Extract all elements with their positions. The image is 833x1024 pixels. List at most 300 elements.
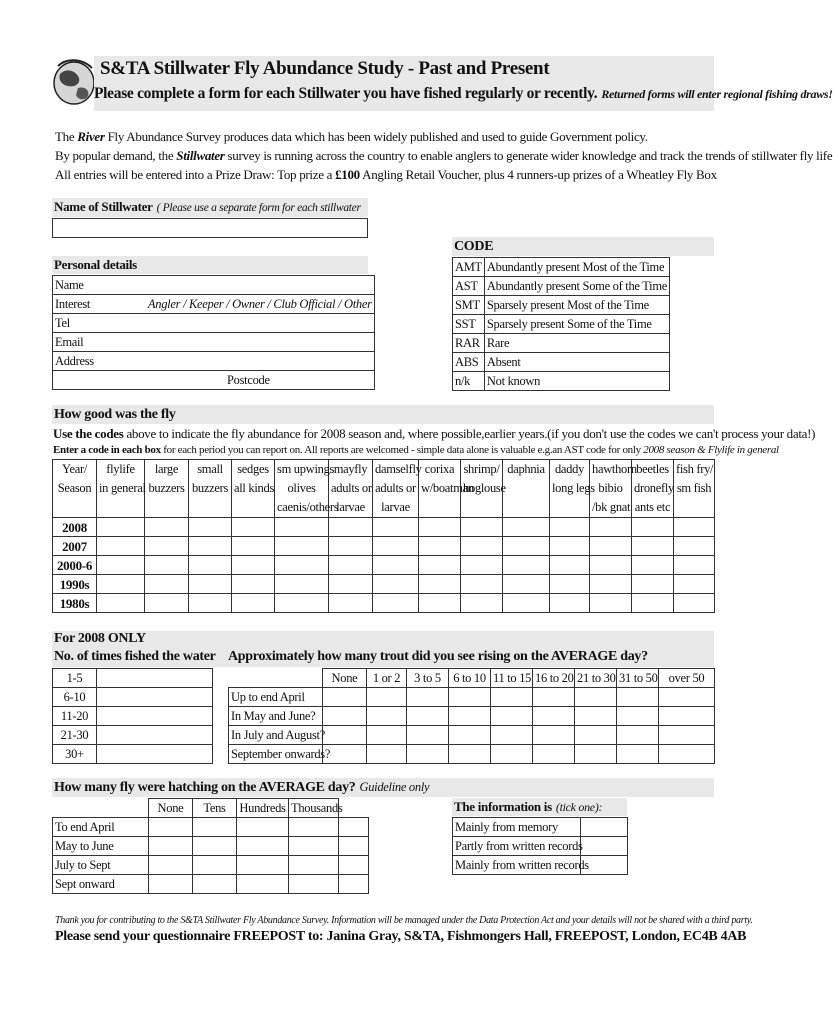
hatch-cell[interactable]: [339, 818, 369, 837]
code-desc: Not known: [484, 372, 669, 391]
code-desc: Absent: [484, 353, 669, 372]
hatch-column-header: None: [149, 799, 193, 818]
trout-cell[interactable]: [367, 726, 407, 745]
fly-code-cell[interactable]: [145, 575, 189, 594]
hatch-cell[interactable]: [289, 875, 339, 894]
trout-cell[interactable]: [575, 726, 617, 745]
fly-code-cell[interactable]: [145, 518, 189, 537]
hatch-cell[interactable]: [193, 837, 237, 856]
globe-logo-icon: [52, 58, 96, 106]
fly-code-cell[interactable]: [674, 537, 715, 556]
trout-cell[interactable]: [491, 726, 533, 745]
hatch-cell[interactable]: [237, 837, 289, 856]
fly-code-cell[interactable]: [590, 575, 632, 594]
fly-column-header-line: larvae: [336, 500, 365, 514]
fly-code-cell[interactable]: [632, 556, 674, 575]
info-option-label: Mainly from memory: [453, 818, 581, 837]
fly-column-header: [419, 460, 474, 518]
trout-cell[interactable]: [491, 745, 533, 764]
hatch-cell[interactable]: [237, 856, 289, 875]
hatch-cell[interactable]: [193, 856, 237, 875]
trout-cell[interactable]: [575, 688, 617, 707]
fly-code-cell[interactable]: [329, 594, 373, 613]
trout-column-header: 31 to 50: [617, 669, 659, 688]
times-fished-label: No. of times fished the water: [54, 649, 216, 664]
code-desc: Abundantly present Some of the Time: [484, 277, 669, 296]
code-abbr: SMT: [453, 296, 485, 315]
trout-column-header: 3 to 5: [407, 669, 449, 688]
fly-column-header-line: mayfly: [333, 462, 368, 476]
postcode-field[interactable]: [53, 371, 375, 390]
hatch-row: [53, 875, 369, 894]
times-label: 21-30: [53, 726, 97, 745]
code-row: [453, 277, 670, 296]
fly-code-cell[interactable]: [232, 556, 275, 575]
fly-column-header: [97, 460, 145, 518]
fly-code-cell[interactable]: [232, 518, 275, 537]
trout-row-label: In May and June?: [229, 707, 323, 726]
fly-code-cell[interactable]: [503, 518, 550, 537]
hatch-column-header: Thousands: [289, 799, 339, 818]
fly-code-cell[interactable]: [461, 556, 503, 575]
page-title: S&TA Stillwater Fly Abundance Study - Past and Present: [100, 58, 550, 79]
page-subtitle: Please complete a form for each Stillwater you have fished regularly or recently.: [94, 85, 598, 102]
fly-code-cell[interactable]: [419, 556, 461, 575]
times-fished-table: [52, 668, 213, 764]
fly-code-cell[interactable]: [275, 518, 329, 537]
fly-code-cell[interactable]: [461, 537, 503, 556]
trout-cell[interactable]: [659, 688, 715, 707]
hatch-cell[interactable]: [289, 818, 339, 837]
times-checkbox[interactable]: [97, 745, 213, 764]
fly-code-cell[interactable]: [329, 518, 373, 537]
intro-text: The: [55, 129, 75, 144]
times-label: 11-20: [53, 707, 97, 726]
fly-column-header-line: adults or: [331, 481, 372, 495]
hatch-cell[interactable]: [149, 875, 193, 894]
fly-column-header-line: /bk gnat: [592, 500, 631, 514]
fly-column-header: [145, 460, 189, 518]
hatch-cell[interactable]: [289, 856, 339, 875]
fly-column-header-line: all kinds: [234, 481, 275, 495]
hatch-cell[interactable]: [237, 875, 289, 894]
code-abbr: AST: [453, 277, 485, 296]
fly-column-header: [632, 460, 674, 518]
times-row: [53, 669, 213, 688]
trout-header-row: [229, 669, 715, 688]
fly-column-header-line: buzzers: [191, 481, 229, 495]
use-codes-text: above to indicate the fly abundance for 2008 season and, where possible,earlier years.(if you don't use the codes we can't process your data!): [126, 426, 816, 441]
personal-heading: Personal details: [52, 256, 368, 274]
times-checkbox[interactable]: [97, 669, 213, 688]
fly-code-cell[interactable]: [674, 594, 715, 613]
hatch-corner: [53, 799, 149, 818]
trout-column-header: 6 to 10: [449, 669, 491, 688]
fly-code-cell[interactable]: [373, 518, 419, 537]
send-address: Please send your questionnaire FREEPOST to: Janina Gray, S&TA, Fishmongers Hall, FREEPOST, London, EC4B 4AB: [55, 929, 747, 944]
info-row: [453, 837, 628, 856]
fly-code-cell[interactable]: [189, 575, 232, 594]
trout-row-label: September onwards?: [229, 745, 323, 764]
info-row: [453, 818, 628, 837]
enter-code-bold: Enter a code in each box: [53, 444, 161, 456]
fly-column-header-line: corixa: [424, 462, 455, 476]
trout-row: [229, 745, 715, 764]
fly-code-cell[interactable]: [97, 556, 145, 575]
trout-column-header: 21 to 30: [575, 669, 617, 688]
flygood-heading: How good was the fly: [52, 405, 714, 424]
fly-code-cell[interactable]: [97, 537, 145, 556]
times-checkbox[interactable]: [97, 707, 213, 726]
code-row: [453, 315, 670, 334]
trout-cell[interactable]: [491, 707, 533, 726]
fly-code-cell[interactable]: [329, 537, 373, 556]
hatch-cell[interactable]: [193, 875, 237, 894]
fly-column-header-line: [147, 498, 186, 517]
code-row: [453, 334, 670, 353]
trout-cell[interactable]: [533, 745, 575, 764]
trout-cell[interactable]: [323, 688, 367, 707]
fly-column-header: [275, 460, 339, 518]
fly-column-header-line: dronefly: [634, 481, 674, 495]
times-row: [53, 726, 213, 745]
trout-cell[interactable]: [659, 707, 715, 726]
fly-code-cell[interactable]: [275, 556, 329, 575]
trout-rising-label: Approximately how many trout did you see rising on the AVERAGE day?: [228, 649, 648, 664]
trout-cell[interactable]: [617, 707, 659, 726]
hatch-cell[interactable]: [149, 837, 193, 856]
hatch-row-label: May to June: [53, 837, 149, 856]
info-heading: The information is: [454, 799, 552, 814]
intro-line-1: [55, 127, 648, 146]
trout-cell[interactable]: [617, 688, 659, 707]
fly-column-header-line: [191, 498, 229, 517]
code-desc: Rare: [484, 334, 669, 353]
hatch-cell[interactable]: [339, 837, 369, 856]
trout-cell[interactable]: [659, 726, 715, 745]
trout-cell[interactable]: [533, 688, 575, 707]
fly-code-cell[interactable]: [419, 594, 461, 613]
trout-rising-table: [228, 668, 715, 764]
intro-line-2: [55, 146, 832, 165]
fly-code-cell[interactable]: [373, 537, 419, 556]
trout-cell[interactable]: [407, 707, 449, 726]
year-label: 2007: [53, 537, 97, 556]
fly-column-header-line: hoglouse: [463, 481, 506, 495]
fly-code-cell[interactable]: [590, 518, 632, 537]
info-heading-bar: [452, 798, 627, 816]
trout-cell[interactable]: [367, 745, 407, 764]
trout-row: [229, 688, 715, 707]
trout-cell[interactable]: [449, 726, 491, 745]
hatch-cell[interactable]: [193, 818, 237, 837]
fly-code-cell[interactable]: [503, 556, 550, 575]
trout-cell[interactable]: [533, 726, 575, 745]
fly-code-cell[interactable]: [550, 594, 590, 613]
fly-column-header-line: caenis/others: [277, 500, 339, 514]
season2008-heading: For 2008 ONLY: [54, 631, 146, 646]
personal-table: [52, 275, 375, 390]
fly-column-header-line: in general: [99, 481, 146, 495]
info-tick-box[interactable]: [581, 818, 628, 837]
code-desc: Sparsely present Some of the Time: [484, 315, 669, 334]
code-abbr: ABS: [453, 353, 485, 372]
fly-column-header: [590, 460, 637, 518]
hatch-cell[interactable]: [289, 837, 339, 856]
postcode-label: Postcode: [227, 372, 270, 387]
address-field[interactable]: [53, 352, 375, 371]
code-abbr: SST: [453, 315, 485, 334]
fly-column-header-line: [234, 498, 272, 517]
fly-column-header-line: long legs: [552, 481, 595, 495]
hatch-cell[interactable]: [237, 818, 289, 837]
trout-cell[interactable]: [407, 688, 449, 707]
fly-code-cell[interactable]: [275, 537, 329, 556]
fly-code-cell[interactable]: [503, 594, 550, 613]
fly-code-cell[interactable]: [419, 575, 461, 594]
year-label: 2008: [53, 518, 97, 537]
fly-column-header: [373, 460, 422, 518]
year-row: [53, 556, 715, 575]
fly-code-cell[interactable]: [232, 537, 275, 556]
fly-column-header-line: flylife: [106, 462, 135, 476]
fly-code-cell[interactable]: [461, 575, 503, 594]
trout-column-header: 1 or 2: [367, 669, 407, 688]
fly-code-cell[interactable]: [145, 594, 189, 613]
interest-field[interactable]: [53, 295, 375, 314]
fly-code-cell[interactable]: [590, 537, 632, 556]
trout-row: [229, 707, 715, 726]
fly-code-cell[interactable]: [632, 537, 674, 556]
fly-code-cell[interactable]: [419, 537, 461, 556]
header-subtitle-row: [94, 85, 833, 103]
trout-cell[interactable]: [575, 707, 617, 726]
fly-code-cell[interactable]: [632, 518, 674, 537]
interest-label: Interest: [55, 296, 91, 311]
fly-code-cell[interactable]: [550, 575, 590, 594]
fly-column-header-line: [99, 498, 142, 517]
info-source-table: [452, 817, 628, 875]
intro-text: By popular demand, the: [55, 148, 174, 163]
tel-field[interactable]: [53, 314, 375, 333]
trout-cell[interactable]: [491, 688, 533, 707]
times-label: 6-10: [53, 688, 97, 707]
stillwater-name-input[interactable]: [52, 218, 368, 238]
hatch-cell[interactable]: [339, 875, 369, 894]
info-row: [453, 856, 628, 875]
fly-code-cell[interactable]: [590, 556, 632, 575]
fly-code-cell[interactable]: [550, 518, 590, 537]
trout-cell[interactable]: [367, 707, 407, 726]
fly-code-cell[interactable]: [674, 575, 715, 594]
trout-cell[interactable]: [533, 707, 575, 726]
fly-column-header-line: bibio: [598, 481, 623, 495]
hatch-row-label: Sept onward: [53, 875, 149, 894]
fly-code-cell[interactable]: [419, 518, 461, 537]
fly-column-header: [189, 460, 232, 518]
trout-cell[interactable]: [367, 688, 407, 707]
hatch-row-label: To end April: [53, 818, 149, 837]
fly-code-cell[interactable]: [329, 575, 373, 594]
fly-code-cell[interactable]: [275, 594, 329, 613]
code-table: [452, 257, 670, 391]
fly-column-header: [232, 460, 275, 518]
fly-code-cell[interactable]: [503, 537, 550, 556]
fly-column-header-line: small: [197, 462, 223, 476]
times-label: 1-5: [53, 669, 97, 688]
thanks-note: Thank you for contributing to the S&TA Stillwater Fly Abundance Survey. Information will be managed under the Data Protection Act and your details will not be shared with a third party.: [55, 915, 753, 926]
trout-cell[interactable]: [617, 745, 659, 764]
fly-code-cell[interactable]: [189, 537, 232, 556]
tel-label: Tel: [55, 315, 70, 330]
fly-code-cell[interactable]: [189, 594, 232, 613]
email-label: Email: [55, 334, 84, 349]
trout-column-header: 16 to 20: [533, 669, 575, 688]
fly-code-cell[interactable]: [461, 594, 503, 613]
fly-abundance-table: [52, 459, 715, 613]
fly-code-cell[interactable]: [97, 518, 145, 537]
hatching-table: [52, 798, 369, 894]
use-codes-line: [53, 424, 815, 443]
address-label: Address: [55, 353, 94, 368]
fly-column-header-line: larvae: [381, 500, 410, 514]
trout-column-header: over 50: [659, 669, 715, 688]
code-row: [453, 296, 670, 315]
times-checkbox[interactable]: [97, 688, 213, 707]
hatching-heading: How many fly were hatching on the AVERAGE day?: [54, 780, 356, 795]
intro-text: Angling Retail Voucher, plus 4 runners-up prizes of a Wheatley Fly Box: [362, 167, 717, 182]
name-label: Name: [55, 277, 84, 292]
fly-column-header-line: Season: [57, 481, 92, 495]
fly-code-cell[interactable]: [189, 556, 232, 575]
fly-code-cell[interactable]: [674, 518, 715, 537]
fly-code-cell[interactable]: [550, 556, 590, 575]
intro-text: All entries will be entered into a Prize Draw: Top prize a: [55, 167, 333, 182]
hatch-cell[interactable]: [339, 856, 369, 875]
fly-column-header-line: [676, 498, 712, 517]
intro-river: River: [77, 129, 105, 144]
name-field[interactable]: [53, 276, 375, 295]
intro-text: survey is running across the country to enable anglers to generate wider knowledge and track the trends of stillwater fly life: [227, 148, 833, 163]
fly-column-header-line: [463, 498, 500, 517]
fly-code-cell[interactable]: [550, 537, 590, 556]
year-row: [53, 518, 715, 537]
fly-code-cell[interactable]: [373, 575, 419, 594]
fly-code-cell[interactable]: [373, 594, 419, 613]
times-row: [53, 745, 213, 764]
subtitle-note: Returned forms will enter regional fishing draws!: [601, 87, 833, 101]
trout-cell[interactable]: [407, 726, 449, 745]
code-abbr: RAR: [453, 334, 485, 353]
fly-column-header-line: w/boatman: [421, 481, 474, 495]
hatch-row: [53, 856, 369, 875]
trout-cell[interactable]: [575, 745, 617, 764]
fly-code-cell[interactable]: [373, 556, 419, 575]
hatching-bar: [52, 778, 714, 797]
intro-prize: £100: [335, 167, 360, 182]
stillwater-note: ( Please use a separate form for each stillwater: [156, 202, 361, 214]
fly-code-cell[interactable]: [232, 594, 275, 613]
email-field[interactable]: [53, 333, 375, 352]
trout-row: [229, 726, 715, 745]
fly-code-cell[interactable]: [674, 556, 715, 575]
fly-column-header: [674, 460, 715, 518]
fly-code-cell[interactable]: [189, 518, 232, 537]
fly-column-header-line: [505, 479, 547, 498]
year-label: 1980s: [53, 594, 97, 613]
fly-column-header-line: shrimp/: [463, 462, 500, 476]
fly-column-header-line: adults or: [375, 481, 416, 495]
fly-column-header-line: fish fry/: [676, 462, 714, 476]
hatch-row: [53, 837, 369, 856]
code-desc: Abundantly present Most of the Time: [484, 258, 669, 277]
times-row: [53, 707, 213, 726]
info-tick-box[interactable]: [581, 837, 628, 856]
hatch-cell[interactable]: [149, 818, 193, 837]
hatch-column-header: Tens: [193, 799, 237, 818]
intro-stillwater: Stillwater: [176, 148, 225, 163]
fly-column-header-line: [421, 498, 458, 517]
trout-cell[interactable]: [407, 745, 449, 764]
trout-cell[interactable]: [323, 726, 367, 745]
header-banner: [94, 56, 833, 111]
fly-code-cell[interactable]: [503, 575, 550, 594]
fly-column-header: [503, 460, 550, 518]
fly-column-header-line: beetles: [636, 462, 669, 476]
trout-cell[interactable]: [449, 688, 491, 707]
trout-cell[interactable]: [449, 707, 491, 726]
fly-column-header-line: daddy: [554, 462, 585, 476]
year-row: [53, 575, 715, 594]
times-checkbox[interactable]: [97, 726, 213, 745]
fly-column-header-line: ants etc: [634, 500, 671, 514]
fly-code-cell[interactable]: [632, 594, 674, 613]
fly-code-cell[interactable]: [461, 518, 503, 537]
trout-cell[interactable]: [449, 745, 491, 764]
hatch-spacer: [339, 799, 369, 818]
fly-code-cell[interactable]: [97, 575, 145, 594]
year-season-header: [53, 460, 97, 518]
fly-code-cell[interactable]: [145, 556, 189, 575]
hatching-guideline: Guideline only: [359, 780, 430, 794]
fly-column-header: [550, 460, 595, 518]
fly-column-header: [461, 460, 506, 518]
trout-column-header: None: [323, 669, 367, 688]
fly-code-cell[interactable]: [232, 575, 275, 594]
fly-code-cell[interactable]: [590, 594, 632, 613]
times-row: [53, 688, 213, 707]
trout-corner: [229, 669, 323, 688]
trout-cell[interactable]: [617, 726, 659, 745]
fly-column-header-line: [552, 498, 587, 517]
fly-code-cell[interactable]: [632, 575, 674, 594]
fly-code-cell[interactable]: [329, 556, 373, 575]
enter-code-line: [53, 444, 779, 456]
trout-row-label: Up to end April: [229, 688, 323, 707]
fly-code-cell[interactable]: [145, 537, 189, 556]
fly-code-cell[interactable]: [275, 575, 329, 594]
fly-code-cell[interactable]: [97, 594, 145, 613]
trout-cell[interactable]: [659, 745, 715, 764]
fly-column-header-line: buzzers: [148, 481, 185, 495]
code-desc: Sparsely present Most of the Time: [484, 296, 669, 315]
trout-cell[interactable]: [323, 707, 367, 726]
fly-column-header-line: sm upwings: [277, 462, 335, 476]
trout-row-label: In July and August?: [229, 726, 323, 745]
hatch-cell[interactable]: [149, 856, 193, 875]
year-label: 2000-6: [53, 556, 97, 575]
hatch-header-row: [53, 799, 369, 818]
